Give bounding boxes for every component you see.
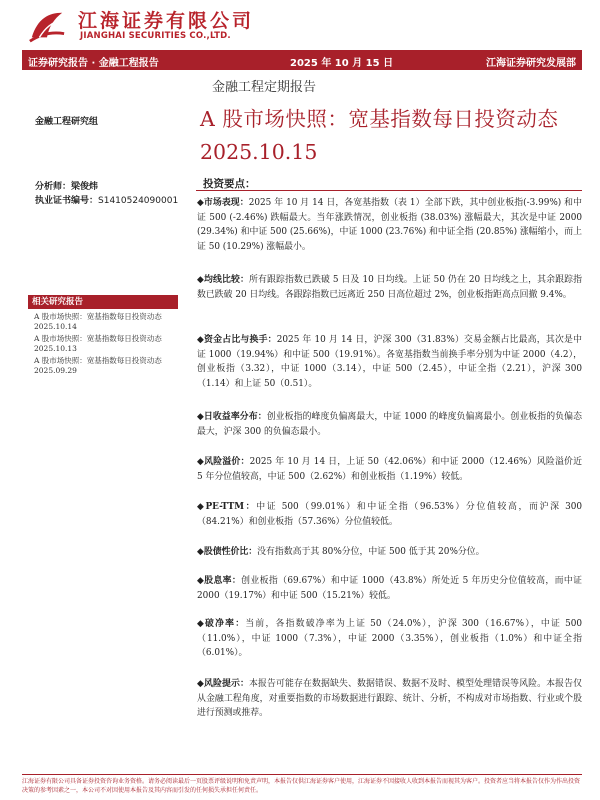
related-report-link[interactable]: A 股市场快照：宽基指数每日投资动态 2025.10.14 <box>34 312 162 331</box>
diamond-bullet-icon: ◆ <box>197 198 204 208</box>
point-pe-ttm <box>197 500 582 529</box>
point-risk-warning <box>197 677 582 721</box>
report-header-bar <box>22 50 582 70</box>
point-label: 均线比较： <box>203 275 249 285</box>
diamond-bullet-icon: ◆ <box>197 547 204 557</box>
logo-name-en: JIANGHAI SECURITIES CO.,LTD. <box>80 31 231 41</box>
point-text: 创业板指的峰度负偏离最大，中证 1000 的峰度负偏离最小。创业板指的负偏态最大，沪深 300 的负偏态最小。 <box>197 412 582 437</box>
point-label: 日收益率分布： <box>203 412 267 422</box>
point-text: 2025 年 10 月 14 日，上证 50（42.06%）和中证 2000（12.46%）风险溢价近 5 年分位值较高，中证 500（2.62%）和创业板指（1.19%）较低。 <box>197 457 583 482</box>
analyst-name: 梁俊炜 <box>71 182 99 192</box>
report-title: A 股市场快照：宽基指数每日投资动态 <box>200 107 559 131</box>
certificate-label: 执业证书编号： <box>35 196 99 206</box>
point-label: 股息率： <box>204 576 242 586</box>
diamond-bullet-icon: ◆ <box>197 335 205 345</box>
point-text: 中证 500（99.01%）和中证全指（96.53%）分位值较高，而沪深 300（84.21%）和创业板指（57.36%）分位值较低。 <box>197 502 583 527</box>
point-label: 破净率： <box>205 619 246 629</box>
header-date: 2025 年 10 月 15 日 <box>290 58 394 69</box>
diamond-bullet-icon: ◆ <box>197 679 204 689</box>
point-below-book-ratio <box>197 617 582 661</box>
diamond-bullet-icon: ◆ <box>197 619 206 629</box>
logo-emblem-icon <box>28 8 66 44</box>
point-label: 风险溢价： <box>204 457 250 467</box>
diamond-bullet-icon: ◆ <box>197 576 205 586</box>
point-risk-premium <box>197 455 582 484</box>
point-text: 2025 年 10 月 14 日，各宽基指数（表 1）全部下跌，其中创业板指(-3.99%) 和中证 500 (-2.46%) 跌幅最大。当年涨跌情况，创业板指 (38.03%) 涨幅最大，其次是中证 2000 (29.34%) 和中证 500 (25.66%)，中证 1000 (23.76%) 和中证全指 (20.85%) 涨幅缩小，而上证 50 (10.29%) 涨幅最小。 <box>197 198 583 252</box>
analyst-label: 分析师： <box>35 182 72 192</box>
diamond-bullet-icon: ◆ <box>197 457 205 467</box>
point-label: 资金占比与换手： <box>204 335 277 345</box>
research-team: 金融工程研究组 <box>35 117 99 127</box>
point-market-performance <box>197 196 582 254</box>
certificate-line <box>35 193 178 206</box>
disclaimer-footer: 江海证券有限公司具备证券投资咨询业务资格。请务必阅读最后一页股票评级说明和免责声明，本报告仅供江海证券客户使用，江海证券不因接收人收到本报告而视其为客户。投资者应当将本报告仅作为作出投资决策的参考因素之一，本公司不对因使用本报告及其内容而引发的任何损失承担任何责任。 <box>22 778 581 794</box>
report-date: 2025.10.15 <box>200 140 318 164</box>
footer-divider <box>22 774 582 775</box>
point-label: 风险提示： <box>203 679 249 689</box>
point-text: 本报告可能存在数据缺失、数据错误、数据不及时、模型处理错误等风险。本报告仅从金融工程角度，对重要指数的市场数据进行跟踪、统计、分析，不构成对市场指数、行业或个股进行预测或推荐。 <box>197 679 583 719</box>
analyst-line <box>35 179 98 192</box>
related-report-link[interactable]: A 股市场快照：宽基指数每日投资动态 2025.09.29 <box>34 356 162 375</box>
diamond-bullet-icon: ◆ <box>197 412 204 422</box>
point-text: 所有跟踪指数已跌破 5 日及 10 日均线。上证 50 仍在 20 日均线之上，其余跟踪指数已跌破 20 日均线。各跟踪指数已远离近 250 日高位超过 2%，创业板指距高点回撤 9.4%。 <box>197 275 583 300</box>
point-label: 股债性价比： <box>203 547 258 557</box>
investment-points-heading: 投资要点： <box>203 178 256 190</box>
report-category: 证券研究报告 · 金融工程报告 <box>28 58 159 69</box>
related-reports-heading: 相关研究报告 <box>28 295 178 309</box>
point-text: 没有指数高于其 80%分位，中证 500 低于其 20%分位。 <box>257 547 485 557</box>
document-type: 金融工程定期报告 <box>212 80 317 95</box>
certificate-number: S1410524090001 <box>98 196 179 206</box>
section-divider <box>196 190 582 191</box>
diamond-bullet-icon: ◆ <box>197 502 206 512</box>
point-text: 创业板指（69.67%）和中证 1000（43.8%）所处近 5 年历史分位值较高，而中证 2000（19.17%）和中证 500（15.21%）较低。 <box>197 576 583 601</box>
point-text: 2025 年 10 月 14 日，沪深 300（31.83%）交易金额占比最高，其次是中证 1000（19.94%）和中证 500（19.91%）。各宽基指数当前换手率分别为中证 2000（4.2），创业板指（3.32），中证 1000（3.14），中证 500（2.45），中证全指（2.21），沪深 300（1.14）和上证 50（0.51）。 <box>197 335 583 389</box>
diamond-bullet-icon: ◆ <box>197 275 204 285</box>
point-label: 市场表现： <box>203 198 249 208</box>
header-department: 江海证券研究发展部 <box>486 58 576 69</box>
related-reports-list <box>34 312 184 378</box>
point-return-distribution <box>197 410 582 439</box>
point-text: 当前，各指数破净率为上证 50（24.0%），沪深 300（16.67%），中证 500（11.0%），中证 1000（7.3%），中证 2000（3.35%），创业板指（1.0%）和中证全指（6.01%）。 <box>197 619 583 659</box>
point-label: PE-TTM： <box>205 502 257 512</box>
company-logo <box>22 6 255 44</box>
point-equity-bond-ratio <box>197 545 582 560</box>
related-report-link[interactable]: A 股市场快照：宽基指数每日投资动态 2025.10.13 <box>34 334 162 353</box>
point-moving-average <box>197 273 582 302</box>
point-capital-turnover <box>197 333 582 391</box>
point-dividend-yield <box>197 574 582 603</box>
logo-name-cn: 江海证券有限公司 <box>78 10 255 32</box>
